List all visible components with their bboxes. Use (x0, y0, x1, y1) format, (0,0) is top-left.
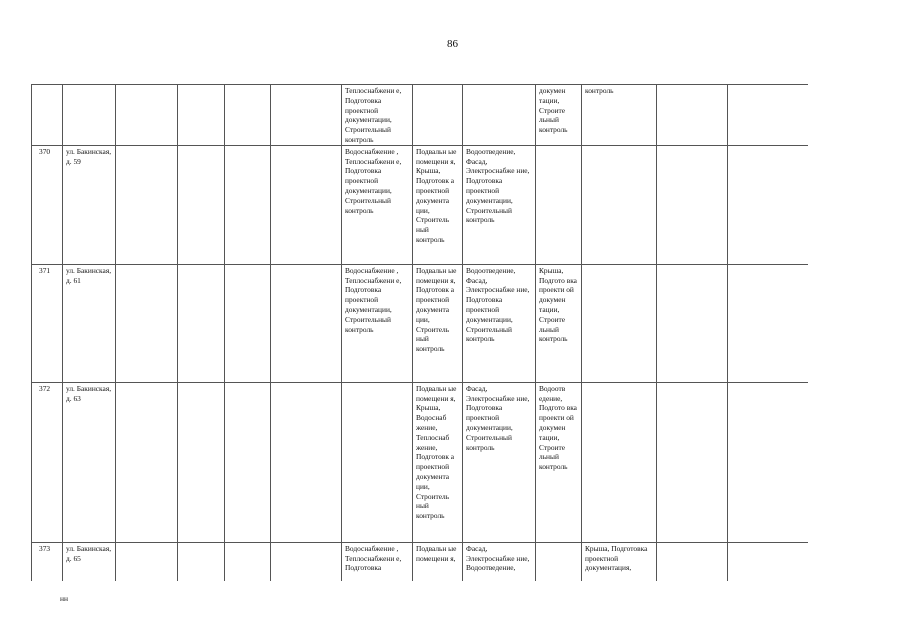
cell-col-11-works (582, 382, 657, 542)
cell-address: ул. Бакинская, д. 63 (63, 382, 116, 542)
cell-col-9-works: Водоотведение, Фасад, Электроснабже ние, Подготовка проектной документации, Строительный контроль (463, 264, 536, 382)
cell-col-8-works (413, 85, 463, 146)
cell-col-11-works: Крыша, Подготовка проектной документация, (582, 542, 657, 581)
table-row (32, 382, 809, 542)
cell-col-4 (178, 542, 225, 581)
cell-col-8-works: Подвальн ые помещени я, (413, 542, 463, 581)
page-number: 86 (447, 38, 458, 50)
cell-col-5 (225, 145, 271, 264)
cell-col-3 (116, 145, 178, 264)
cell-address: ул. Бакинская, д. 65 (63, 542, 116, 581)
cell-col-13 (728, 382, 809, 542)
cell-col-4 (178, 145, 225, 264)
table-row (32, 85, 809, 146)
cell-row-number: 373 (32, 542, 63, 581)
cell-col-13 (728, 85, 809, 146)
repair-schedule-table-wrap (31, 84, 808, 581)
cell-col-4 (178, 85, 225, 146)
cell-col-12 (657, 264, 728, 382)
cell-col-10-works (536, 145, 582, 264)
cell-col-6 (271, 85, 342, 146)
cell-col-7-works: Водоснабжение , Теплоснабжени е, Подготовка проектной документации, Строительный контроль (342, 264, 413, 382)
cell-col-5 (225, 382, 271, 542)
cell-row-number (32, 85, 63, 146)
cell-col-6 (271, 542, 342, 581)
cell-col-5 (225, 85, 271, 146)
cell-col-12 (657, 542, 728, 581)
cell-address: ул. Бакинская, д. 61 (63, 264, 116, 382)
cell-col-8-works: Подвальн ые помещени я, Подготовк а проектной документа ции, Строитель ный контроль (413, 264, 463, 382)
table-row (32, 264, 809, 382)
cell-col-8-works: Подвальн ые помещени я, Крыша, Подготовк а проектной документа ции, Строитель ный контроль (413, 145, 463, 264)
cell-col-12 (657, 382, 728, 542)
cell-col-3 (116, 85, 178, 146)
cell-col-8-works: Подвальн ые помещени я, Крыша, Водоснаб жение, Теплоснаб жение, Подготовк а проектной документа ции, Строитель ный контроль (413, 382, 463, 542)
table-row (32, 145, 809, 264)
table-row (32, 542, 809, 581)
cell-col-3 (116, 264, 178, 382)
cell-row-number: 370 (32, 145, 63, 264)
cell-col-13 (728, 542, 809, 581)
cell-col-10-works: докумен тации, Строите льный контроль (536, 85, 582, 146)
cell-col-9-works: Фасад, Электроснабже ние, Подготовка проектной документации, Строительный контроль (463, 382, 536, 542)
cell-col-10-works: Крыша, Подгото вка проекти ой докумен тации, Строите льный контроль (536, 264, 582, 382)
cell-col-13 (728, 264, 809, 382)
cell-col-6 (271, 264, 342, 382)
cell-col-12 (657, 145, 728, 264)
cell-col-11-works (582, 264, 657, 382)
cell-col-7-works: Водоснабжение , Теплоснабжени е, Подготовка (342, 542, 413, 581)
cell-col-9-works (463, 85, 536, 146)
cell-col-13 (728, 145, 809, 264)
cell-col-10-works: Водоотв едение, Подгото вка проекти ой докумен тации, Строите льный контроль (536, 382, 582, 542)
cell-col-3 (116, 382, 178, 542)
cell-address: ул. Бакинская, д. 59 (63, 145, 116, 264)
cell-col-12 (657, 85, 728, 146)
cell-col-4 (178, 382, 225, 542)
cell-col-5 (225, 264, 271, 382)
repair-schedule-table (31, 84, 808, 581)
table-body (32, 85, 809, 582)
cell-col-9-works: Фасад, Электроснабже ние, Водоотведение, (463, 542, 536, 581)
cell-col-10-works (536, 542, 582, 581)
cell-col-9-works: Водоотведение, Фасад, Электроснабже ние, Подготовка проектной документации, Строительный контроль (463, 145, 536, 264)
cell-row-number: 372 (32, 382, 63, 542)
cell-address (63, 85, 116, 146)
cell-row-number: 371 (32, 264, 63, 382)
cell-col-7-works (342, 382, 413, 542)
cell-col-7-works: Водоснабжение , Теплоснабжени е, Подготовка проектной документации, Строительный контроль (342, 145, 413, 264)
footer-note: нн (60, 594, 69, 603)
cell-col-4 (178, 264, 225, 382)
cell-col-6 (271, 382, 342, 542)
cell-col-11-works: контроль (582, 85, 657, 146)
cell-col-3 (116, 542, 178, 581)
cell-col-6 (271, 145, 342, 264)
cell-col-7-works: Теплоснабжени е, Подготовка проектной документации, Строительный контроль (342, 85, 413, 146)
cell-col-11-works (582, 145, 657, 264)
cell-col-5 (225, 542, 271, 581)
